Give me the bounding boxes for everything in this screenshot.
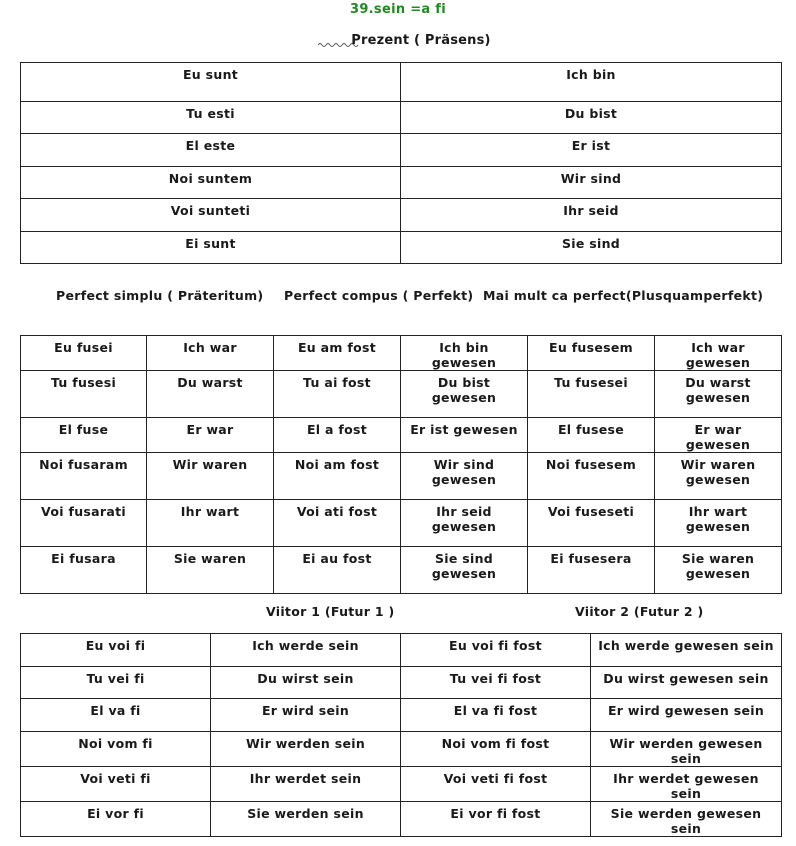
table-row (21, 802, 782, 837)
table-cell: Eu fusei (21, 336, 147, 371)
table-cell: Tu vei fi fost (401, 667, 591, 699)
past-tenses-table (20, 335, 782, 594)
table-cell: Ich bin (401, 63, 782, 102)
table-cell: Er war (147, 418, 274, 453)
table-cell: Ich war gewesen (655, 336, 782, 371)
table-cell: Ich war (147, 336, 274, 371)
table-cell: Er wird sein (211, 699, 401, 732)
table-cell: Wir sind (401, 167, 782, 199)
table-cell: Eu voi fi (21, 634, 211, 667)
table-cell: Noi suntem (21, 167, 401, 199)
table-cell: Sie waren gewesen (655, 547, 782, 594)
table-cell: Tu esti (21, 102, 401, 134)
table-cell: Ihr wart gewesen (655, 500, 782, 547)
table-row (21, 732, 782, 767)
table-cell: El este (21, 134, 401, 167)
table-row (21, 134, 782, 167)
table-cell: El a fost (274, 418, 401, 453)
table-cell: Du wirst gewesen sein (591, 667, 782, 699)
table-row (21, 167, 782, 199)
heading-perfect-compus: Perfect compus ( Perfekt) (284, 288, 474, 303)
table-cell: Voi fusarati (21, 500, 147, 547)
table-cell: Sie sind gewesen (401, 547, 528, 594)
future-tenses-table-body (21, 634, 782, 837)
table-cell: Ei au fost (274, 547, 401, 594)
heading-viitor-2: Viitor 2 (Futur 2 ) (575, 604, 704, 619)
table-cell: Du wirst sein (211, 667, 401, 699)
table-cell: Ihr werdet sein (211, 767, 401, 802)
section-title-prezent: Prezent ( Präsens) (351, 33, 491, 48)
table-cell: El fusese (528, 418, 655, 453)
table-cell: Sie waren (147, 547, 274, 594)
table-cell: Er ist (401, 134, 782, 167)
table-row (21, 199, 782, 232)
heading-viitor-1: Viitor 1 (Futur 1 ) (266, 604, 395, 619)
table-cell: Voi veti fi fost (401, 767, 591, 802)
table-cell: Voi fuseseti (528, 500, 655, 547)
table-cell: Eu am fost (274, 336, 401, 371)
table-cell: Du bist (401, 102, 782, 134)
table-cell: Er war gewesen (655, 418, 782, 453)
table-cell: Ihr wart (147, 500, 274, 547)
table-cell: Tu ai fost (274, 371, 401, 418)
table-row (21, 232, 782, 264)
table-cell: Ei fusara (21, 547, 147, 594)
table-cell: Du bist gewesen (401, 371, 528, 418)
table-cell: Ihr seid (401, 199, 782, 232)
table-cell: El fuse (21, 418, 147, 453)
table-row (21, 699, 782, 732)
table-cell: Tu vei fi (21, 667, 211, 699)
page-title: 39.sein =a fi (349, 2, 447, 17)
table-cell: Voi sunteti (21, 199, 401, 232)
table-cell: Du warst gewesen (655, 371, 782, 418)
table-cell: Du warst (147, 371, 274, 418)
table-cell: Wir werden gewesen sein (591, 732, 782, 767)
table-cell: Er wird gewesen sein (591, 699, 782, 732)
table-cell: Ei sunt (21, 232, 401, 264)
table-cell: Ei vor fi (21, 802, 211, 837)
table-cell: Wir waren (147, 453, 274, 500)
table-cell: Eu voi fi fost (401, 634, 591, 667)
table-cell: Noi vom fi (21, 732, 211, 767)
table-cell: Eu sunt (21, 63, 401, 102)
table-cell: Noi am fost (274, 453, 401, 500)
prezent-table (20, 62, 782, 264)
table-cell: El va fi fost (401, 699, 591, 732)
table-cell: Noi vom fi fost (401, 732, 591, 767)
heading-mai-mult-ca-perfect: Mai mult ca perfect(Plusquamperfekt) (483, 288, 764, 303)
table-row (21, 102, 782, 134)
table-cell: Ihr werdet gewesen sein (591, 767, 782, 802)
table-cell: Voi veti fi (21, 767, 211, 802)
table-row (21, 667, 782, 699)
table-row (21, 767, 782, 802)
table-cell: Eu fusesem (528, 336, 655, 371)
table-cell: Ich werde gewesen sein (591, 634, 782, 667)
past-tenses-table-body (21, 336, 782, 594)
table-cell: Tu fusesi (21, 371, 147, 418)
table-row (21, 63, 782, 102)
table-cell: Ei vor fi fost (401, 802, 591, 837)
table-cell: Ei fusesera (528, 547, 655, 594)
table-cell: Ich werde sein (211, 634, 401, 667)
table-cell: Ich bin gewesen (401, 336, 528, 371)
table-cell: El va fi (21, 699, 211, 732)
table-cell: Er ist gewesen (401, 418, 528, 453)
table-cell: Voi ati fost (274, 500, 401, 547)
table-cell: Sie sind (401, 232, 782, 264)
table-row (21, 500, 782, 547)
table-cell: Sie werden sein (211, 802, 401, 837)
table-cell: Sie werden gewesen sein (591, 802, 782, 837)
prezent-table-body (21, 63, 782, 264)
table-row (21, 547, 782, 594)
future-tenses-table (20, 633, 782, 837)
table-row (21, 418, 782, 453)
heading-perfect-simplu: Perfect simplu ( Präteritum) (56, 288, 264, 303)
table-row (21, 371, 782, 418)
table-cell: Noi fusaram (21, 453, 147, 500)
table-cell: Ihr seid gewesen (401, 500, 528, 547)
table-cell: Wir werden sein (211, 732, 401, 767)
table-row (21, 453, 782, 500)
table-row (21, 634, 782, 667)
table-cell: Wir sind gewesen (401, 453, 528, 500)
table-cell: Tu fusesei (528, 371, 655, 418)
table-cell: Wir waren gewesen (655, 453, 782, 500)
table-cell: Noi fusesem (528, 453, 655, 500)
table-row (21, 336, 782, 371)
